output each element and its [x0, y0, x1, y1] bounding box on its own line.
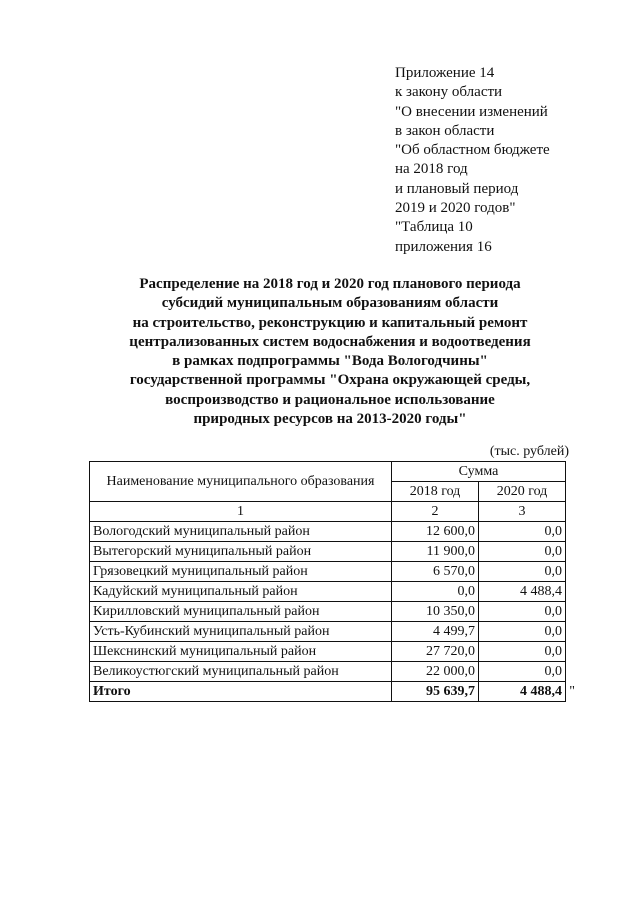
amount-2020: 0,0 — [479, 542, 566, 562]
table-row — [90, 622, 566, 642]
title-line: Распределение на 2018 год и 2020 год планового периода — [139, 276, 521, 292]
header-line: в закон области — [395, 122, 495, 139]
municipality-name: Вытегорский муниципальный район — [90, 542, 392, 562]
total-2020: 4 488,4 — [520, 684, 562, 699]
title-line: централизованных систем водоснабжения и водоотведения — [129, 333, 531, 350]
municipality-name: Шекснинский муниципальный район — [90, 642, 392, 662]
municipality-name: Великоустюгский муниципальный район — [90, 662, 392, 682]
col-2018-header: 2018 год — [392, 482, 479, 502]
header-line: "О внесении изменений — [395, 103, 548, 120]
header-line: и плановый период — [395, 180, 519, 197]
total-2018: 95 639,7 — [392, 682, 479, 702]
municipality-name: Кадуйский муниципальный район — [90, 582, 392, 602]
amount-2018: 12 600,0 — [392, 522, 479, 542]
amount-2020: 0,0 — [479, 642, 566, 662]
amount-2020: 0,0 — [479, 562, 566, 582]
municipality-name: Усть-Кубинский муниципальный район — [90, 622, 392, 642]
table-row — [90, 602, 566, 622]
amount-2020: 0,0 — [479, 662, 566, 682]
table-header-row — [90, 462, 566, 482]
closing-quote: " — [569, 684, 575, 699]
amount-2018: 27 720,0 — [392, 642, 479, 662]
total-2020-cell — [479, 682, 575, 702]
amount-2020: 0,0 — [479, 522, 566, 542]
header-line: 2019 и 2020 годов" — [395, 200, 516, 217]
amount-2018: 10 350,0 — [392, 602, 479, 622]
title-line: воспроизводство и рациональное использование — [165, 391, 495, 408]
col-number: 3 — [479, 502, 566, 522]
col-number: 2 — [392, 502, 479, 522]
amount-2018: 6 570,0 — [392, 562, 479, 582]
units-label: (тыс. рублей) — [489, 444, 569, 459]
header-line: "Об областном бюджете — [395, 142, 550, 159]
title-line: на строительство, реконструкцию и капитальный ремонт — [132, 314, 528, 331]
table-row — [90, 562, 566, 582]
column-number-row — [90, 502, 566, 522]
amount-2020: 0,0 — [479, 602, 566, 622]
header-line: на 2018 год — [395, 161, 468, 178]
title-line: в рамках подпрограммы "Вода Вологодчины" — [172, 353, 488, 370]
title-line: субсидий муниципальным образованиям области — [161, 295, 499, 312]
col-2020-header: 2020 год — [479, 482, 566, 502]
table-row — [90, 642, 566, 662]
table-row — [90, 662, 566, 682]
document-title — [90, 275, 570, 429]
title-line: природных ресурсов на 2013-2020 годы" — [193, 411, 467, 428]
amount-2018: 4 499,7 — [392, 622, 479, 642]
amount-2018: 22 000,0 — [392, 662, 479, 682]
amount-2018: 11 900,0 — [392, 542, 479, 562]
subsidy-table — [89, 461, 575, 702]
municipality-name: Грязовецкий муниципальный район — [90, 562, 392, 582]
annex-header — [395, 64, 550, 257]
amount-2018: 0,0 — [392, 582, 479, 602]
municipality-name: Кирилловский муниципальный район — [90, 602, 392, 622]
header-line: "Таблица 10 — [395, 219, 473, 236]
table-row — [90, 522, 566, 542]
total-label: Итого — [90, 682, 392, 702]
amount-2020: 0,0 — [479, 622, 566, 642]
col-sum-header: Сумма — [392, 462, 566, 482]
title-line: государственной программы "Охрана окружающей среды, — [129, 372, 531, 389]
amount-2020: 4 488,4 — [479, 582, 566, 602]
col-number: 1 — [90, 502, 392, 522]
header-line: приложения 16 — [395, 238, 492, 255]
header-line: к закону области — [395, 84, 503, 101]
total-row — [90, 682, 566, 702]
header-line: Приложение 14 — [395, 65, 495, 81]
municipality-name: Вологодский муниципальный район — [90, 522, 392, 542]
col-name-header: Наименование муниципального образования — [90, 462, 392, 502]
table-row — [90, 542, 566, 562]
table-row — [90, 582, 566, 602]
